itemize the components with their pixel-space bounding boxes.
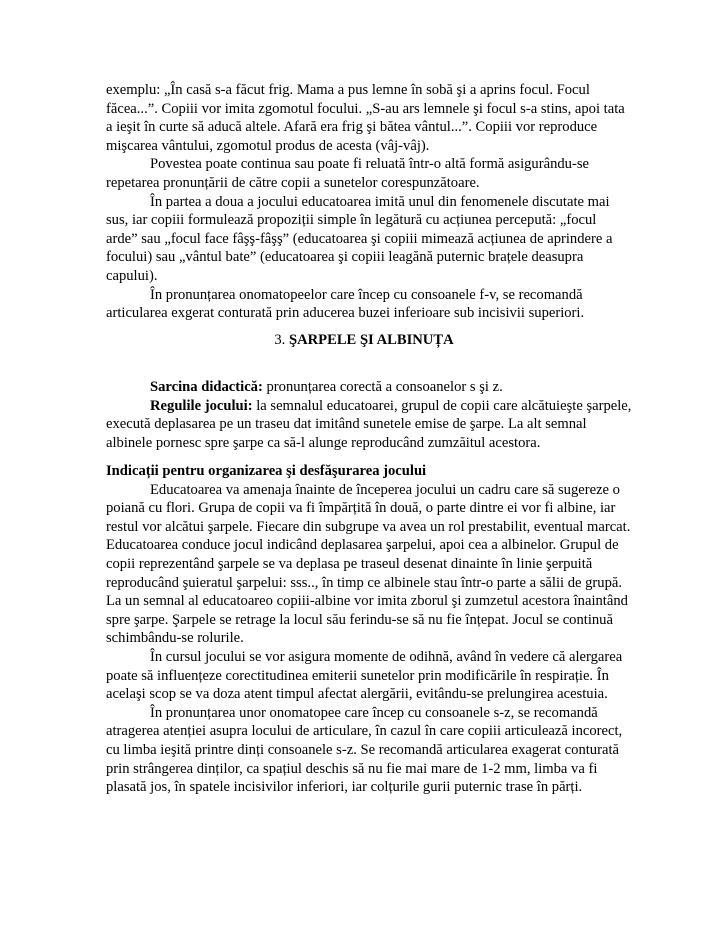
- text-line: albinele pornesc spre şarpe ca să-l alunge reproducând zumzăitul acestora.: [106, 434, 541, 451]
- section-number: 3.: [274, 332, 286, 348]
- task-text: pronunțarea corectă a consoanelor s şi z.: [262, 379, 503, 395]
- text-line: articularea exgerat conturată prin aducerea buzei inferioare sub incisivii superiori.: [106, 305, 585, 322]
- section-heading: [0, 331, 728, 350]
- text-line: poiană cu flori. Grupa de copii va fi împărțită în două, o parte dintre ei vor fi albine, iar: [106, 500, 616, 517]
- text-line: exemplu: „În casă s-a făcut frig. Mama a pus lemne în sobă şi a aprins focul. Focul: [106, 82, 590, 98]
- game-rules-block: [106, 378, 632, 452]
- text-line: În pronunțarea onomatopeelor care încep cu consoanele f-v, se recomandă: [150, 286, 583, 303]
- rules-label: Regulile jocului:: [150, 397, 253, 414]
- text-line: Povestea poate continua sau poate fi reluată într-o altă formă asigurându-se: [150, 156, 589, 173]
- text-line: La un semnal al educatoareo copiii-albine vor imita zborul şi zumzetul acestora înaintând: [106, 593, 628, 610]
- text-line: spre şarpe. Şarpele se retrage la locul său ferindu-se să nu fie înțepat. Jocul se continuă: [106, 611, 613, 628]
- rules-line: [106, 397, 632, 416]
- text-line: În cursul jocului se vor asigura momente de odihnă, având în vedere că alergarea: [150, 648, 623, 665]
- text-line: reproducând şuieratul şarpelui: sss.., în timp ce albinele stau într-o parte a sălii de grupă.: [106, 574, 623, 591]
- text-line: a ieşit în curte să aducă altele. Afară era frig şi bătea vântul...”. Copiii vor reproduce: [106, 119, 598, 136]
- text-line: copii reprezentând şarpele se va deplasa pe traseul desenat dinainte în linie şerpuită: [106, 555, 593, 572]
- text-line: arde” sau „focul face fâşş-fâşş” (educatoarea şi copiii mimează acțiunea de aprindere a: [106, 230, 613, 247]
- text-line: repetarea pronunțării de către copii a sunetelor corespunzătoare.: [106, 174, 480, 191]
- text-line: capului).: [106, 267, 158, 284]
- instructions-heading: Indicații pentru organizarea şi desfăşurarea jocului: [106, 463, 427, 479]
- text-line: execută deplasarea pe un traseu dat imitând sunetele emise de şarpe. La alt semnal: [106, 416, 587, 433]
- text-line: În pronunțarea unor onomatopee care încep cu consoanele s-z, se recomandă: [150, 704, 598, 721]
- task-label: Sarcina didactică:: [150, 379, 263, 395]
- text-line: atragerea atenției asupra locului de articulare, în cazul în care copiii articulează incorect,: [106, 723, 623, 740]
- text-line: acelaşi scop se va doza atent timpul afectat alergării, evitându-se prelungirea acestuia.: [106, 686, 608, 703]
- task-line: [106, 378, 626, 397]
- text-line: prin strângerea dinților, ca spațiul deschis să nu fie mai mare de 1-2 mm, limba va fi: [106, 760, 598, 777]
- text-line: focului) sau „vântul bate” (educatoarea şi copiii leagănă puternic brațele deasupra: [106, 249, 584, 266]
- text-line: făcea...”. Copiii vor imita zgomotul focului. „S-au ars lemnele şi focul s-a stins, apoi tata: [106, 100, 625, 117]
- rules-text: la semnalul educatoarei, grupul de copii care alcătuieşte şarpele,: [252, 397, 632, 414]
- text-line: poate să influențeze corectitudinea emiterii sunetelor prin modificările în respirație. În: [106, 667, 609, 684]
- instructions-block: [106, 462, 631, 797]
- text-line: mişcarea vântului, zgomotul produs de acesta (vâj-vâj).: [106, 137, 430, 154]
- text-line: restul vor alcătui şarpele. Fiecare din subgrupe va avea un rol prestabilit, eventual marcat.: [106, 518, 631, 535]
- text-line: sus, iar copiii formulează propoziții simple în legătură cu acțiunea percepută: „focul: [106, 212, 597, 229]
- text-line: Educatoarea conduce jocul indicând deplasarea şarpelui, apoi cea a albinelor. Grupul de: [106, 537, 619, 554]
- text-line: schimbându-se rolurile.: [106, 630, 244, 647]
- text-line: Educatoarea va amenaja înainte de începerea jocului un cadru care să sugereze o: [150, 481, 620, 498]
- intro-text-block: [106, 81, 626, 323]
- text-line: În partea a doua a jocului educatoarea imită unul din fenomenele discutate mai: [150, 193, 610, 210]
- text-line: cu limba ieşită printre dinți consoanele s-z. Se recomandă articularea exagerat conturată: [106, 741, 619, 758]
- section-title: ŞARPELE ŞI ALBINUȚA: [288, 332, 454, 348]
- text-line: plasată jos, în spatele incisivilor inferiori, iar colțurile gurii puternic trase în părți.: [106, 779, 583, 796]
